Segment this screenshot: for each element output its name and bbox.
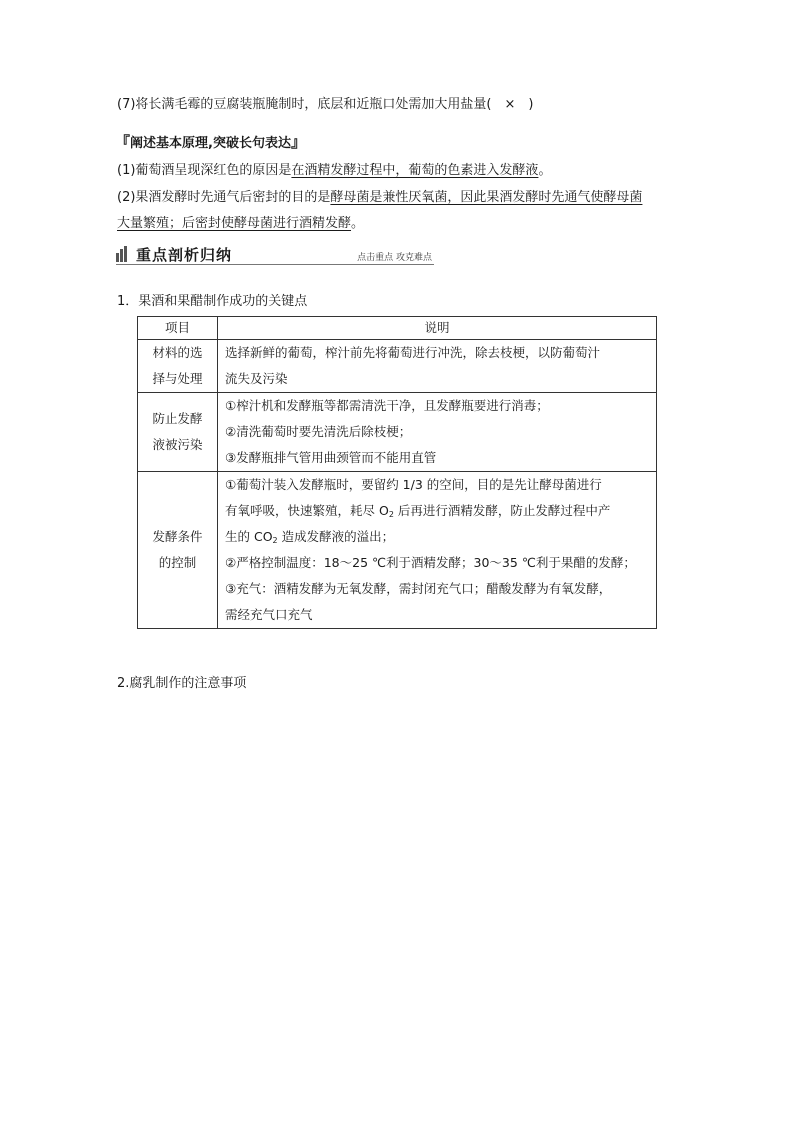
principle-paragraph-2-line-2: 大量繁殖；后密封使酵母菌进行酒精发酵。 <box>117 216 365 231</box>
table-cell-desc: 选择新鲜的葡萄，榨汁前先将葡萄进行冲洗，除去枝梗，以防葡萄汁 流失及污染 <box>218 340 657 393</box>
table-header-row <box>138 317 657 340</box>
heading-1: 1．果酒和果醋制作成功的关键点 <box>117 294 308 309</box>
section-divider <box>116 264 434 265</box>
table-header-item: 项目 <box>138 317 218 340</box>
section-marker-icon <box>116 246 130 262</box>
table-header-desc: 说明 <box>218 317 657 340</box>
table-row <box>138 472 657 629</box>
section-subtitle: 点击重点 攻克难点 <box>357 253 432 263</box>
principle-heading: 『阐述基本原理,突破长句表达』 <box>115 133 306 151</box>
table-cell-desc: ①榨汁机和发酵瓶等都需清洗干净，且发酵瓶要进行消毒； ②清洗葡萄时要先清洗后除枝梗； ③发酵瓶排气管用曲颈管而不能用直管 <box>218 393 657 472</box>
table-cell-desc: ①葡萄汁装入发酵瓶时，要留约 1/3 的空间，目的是先让酵母菌进行 有氧呼吸，快速繁殖，耗尽 $O_2$ 后再进行酒精发酵，防止发酵过程中产 生的 $CO_2$ 造成发酵液的溢出； ②严格控制温度：18～25 ℃利于酒精发酵；30～35 ℃利于果醋的发酵； ③充气：酒精发酵为无氧发酵，需封闭充气口；醋酸发酵为有氧发酵， 需经充气口充气 <box>218 472 657 629</box>
table-cell-item: 发酵条件 的控制 <box>138 472 218 629</box>
section-title: 重点剖析归纳 <box>136 246 233 264</box>
table-row <box>138 340 657 393</box>
table-cell-item: 材料的选 择与处理 <box>138 340 218 393</box>
section-banner <box>116 244 434 266</box>
heading-2: 2.腐乳制作的注意事项 <box>117 676 247 691</box>
key-points-table <box>137 316 657 629</box>
table-row <box>138 393 657 472</box>
question-7: (7)将长满毛霉的豆腐装瓶腌制时，底层和近瓶口处需加大用盐量( × ) <box>117 97 534 112</box>
principle-paragraph-1: (1)葡萄酒呈现深红色的原因是在酒精发酵过程中，葡萄的色素进入发酵液。 <box>117 163 552 178</box>
principle-paragraph-2-line-1: (2)果酒发酵时先通气后密封的目的是酵母菌是兼性厌氧菌，因此果酒发酵时先通气使酵母菌 <box>117 190 643 205</box>
table-cell-item: 防止发酵 液被污染 <box>138 393 218 472</box>
